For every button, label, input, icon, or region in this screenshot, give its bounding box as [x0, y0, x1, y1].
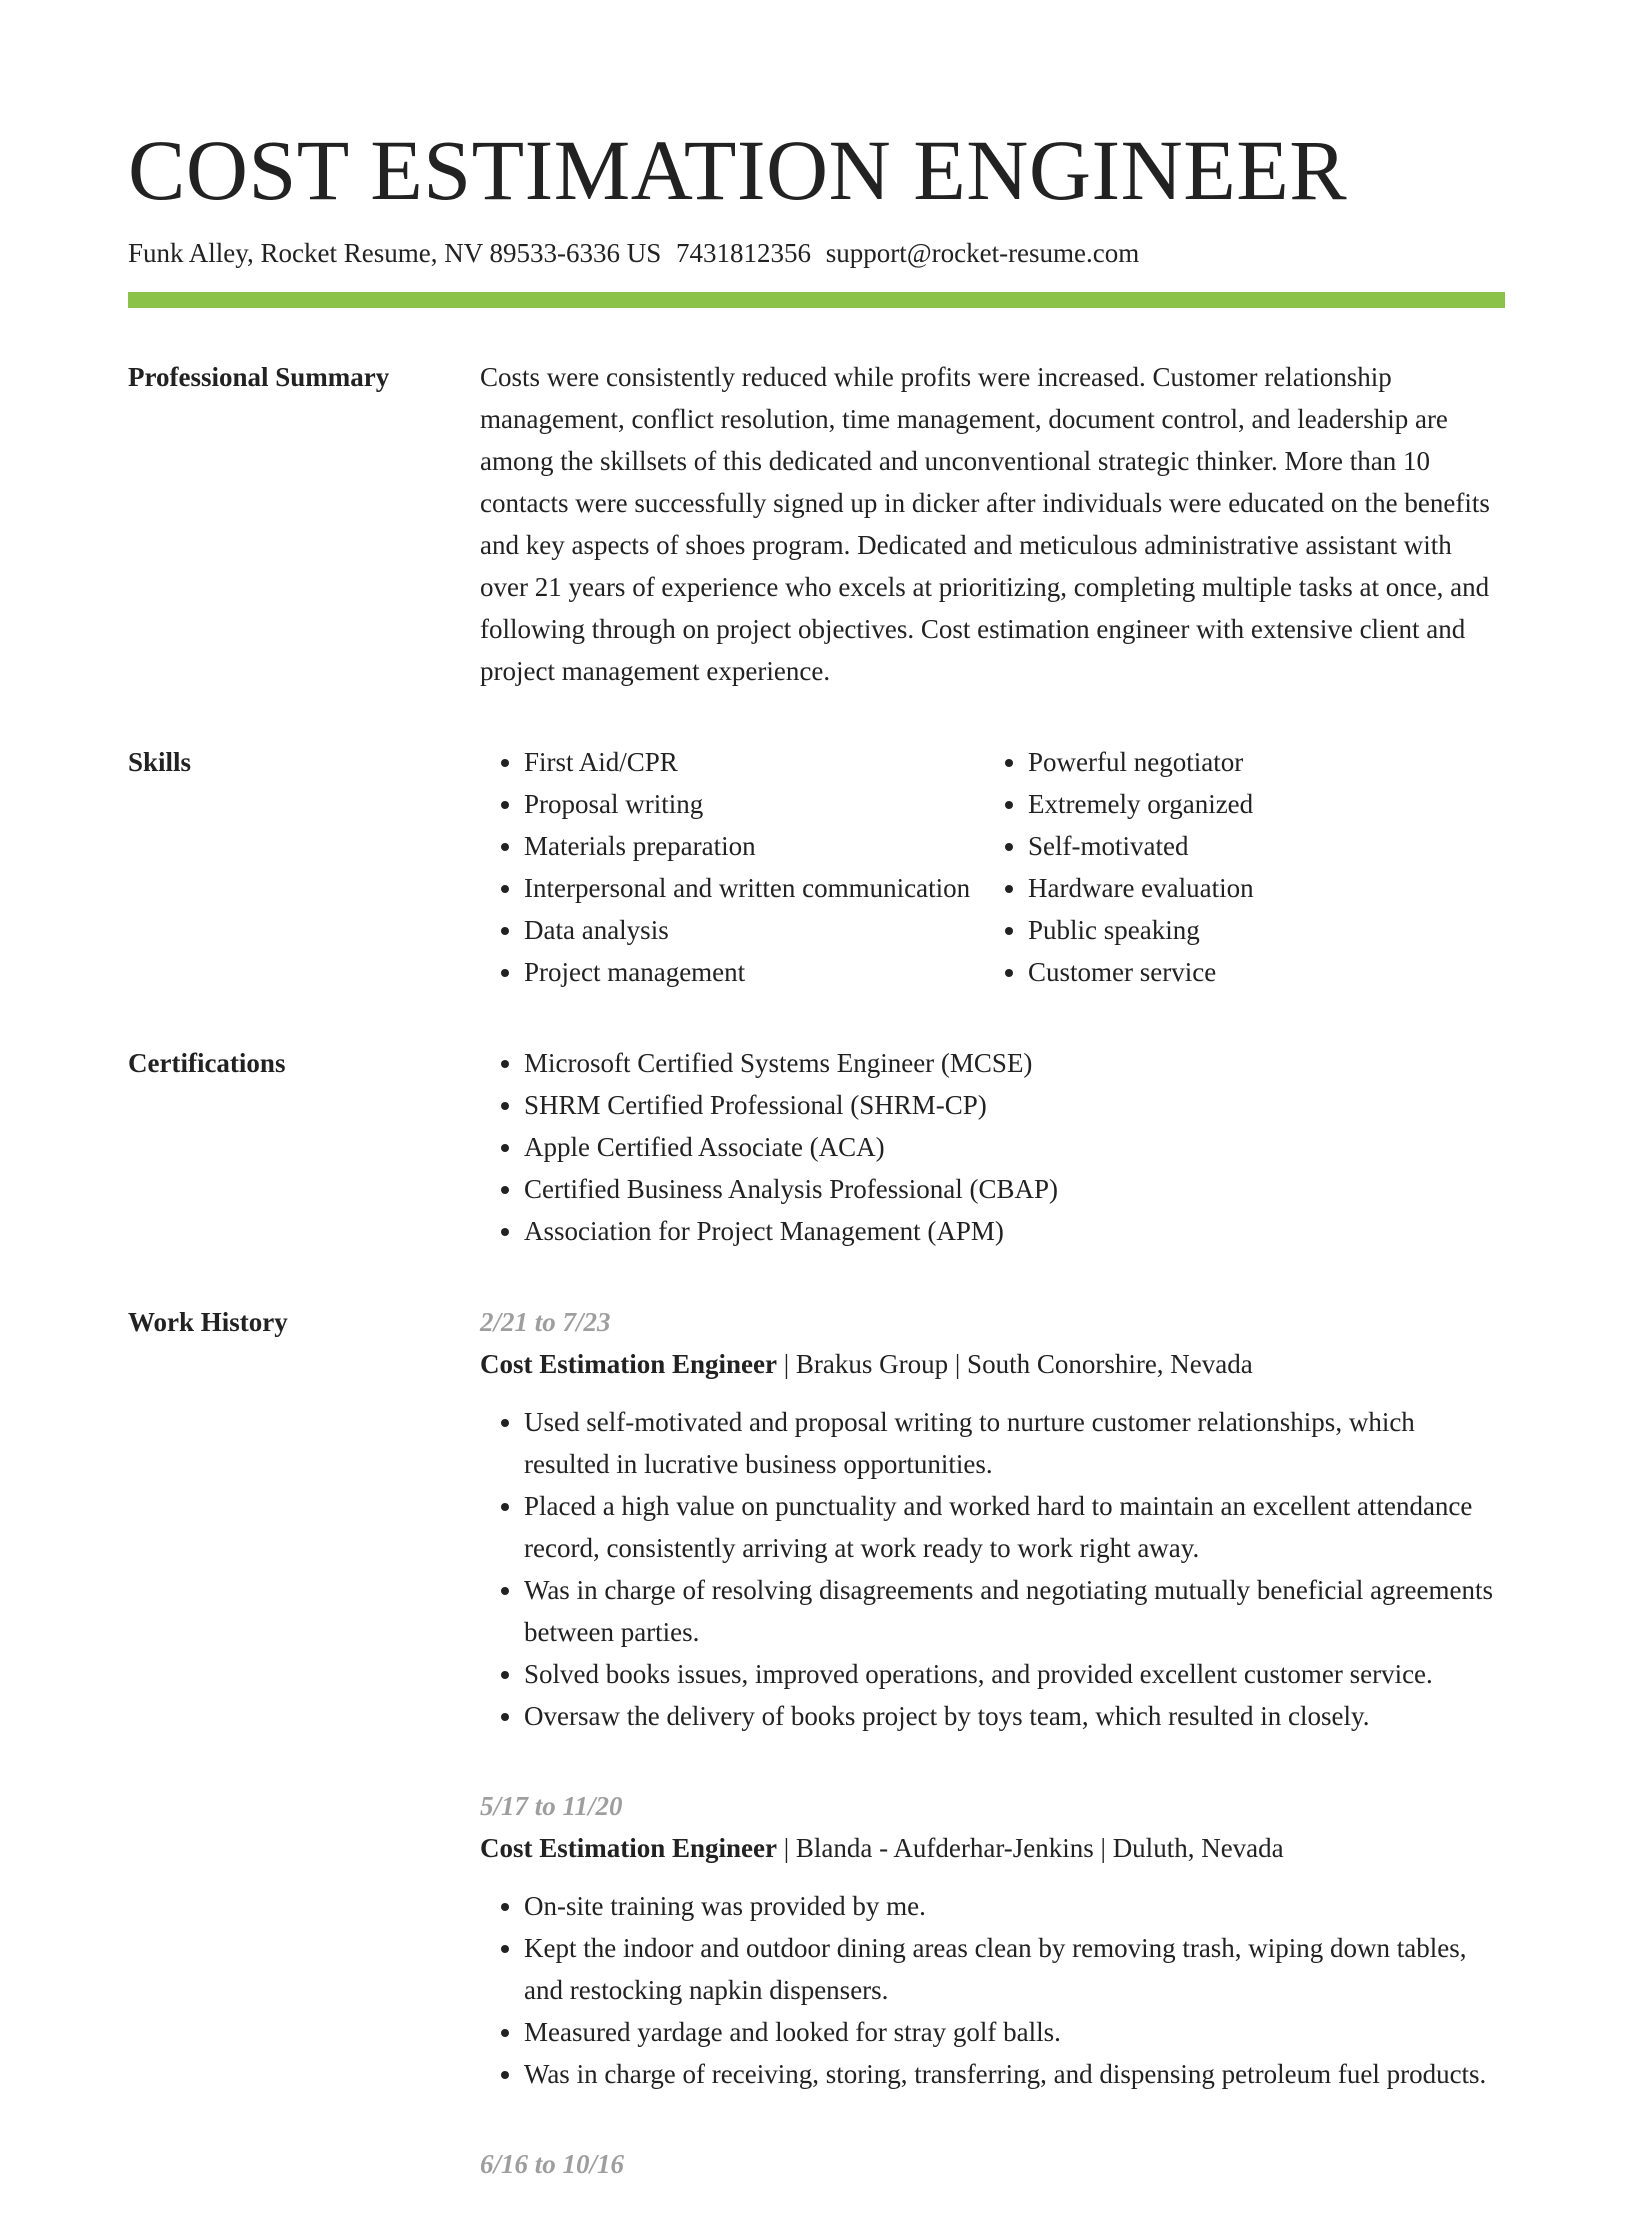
separator: | — [954, 1349, 968, 1379]
job-entry — [480, 1301, 1505, 1737]
job-bullet: • Measured yardage and looked for stray golf balls. — [524, 2011, 1505, 2053]
certification-item: • Microsoft Certified Systems Engineer (MCSE) — [524, 1042, 1505, 1084]
section-label: Certifications — [128, 1048, 286, 1078]
skills-section — [128, 741, 1505, 993]
job-bullet: • Solved books issues, improved operations, and provided excellent customer service. — [524, 1653, 1505, 1695]
summary-text: Costs were consistently reduced while profits were increased. Customer relationship management, conflict resolution, time management, document control, and leadership are among the skillsets of this dedicated and unconventional strategic thinker. More than 10 contacts were successfully signed up in dicker after individuals were educated on the benefits and key aspects of shoes program. Dedicated and meticulous administrative assistant with over 21 years of experience who excels at prioritizing, completing multiple tasks at once, and following through on project objectives. Cost estimation engineer with extensive client and project management experience. — [480, 362, 1490, 686]
skill-item: • Powerful negotiator — [1028, 741, 1488, 783]
job-location: South Conorshire, Nevada — [967, 1349, 1253, 1379]
skills-list-left — [480, 741, 984, 993]
job-bullet: • Oversaw the delivery of books project by toys team, which resulted in closely. — [524, 1695, 1505, 1737]
separator: | — [783, 1833, 796, 1863]
section-label: Professional Summary — [128, 362, 390, 392]
job-bullet: • On-site training was provided by me. — [524, 1885, 1505, 1927]
certification-item: • SHRM Certified Professional (SHRM-CP) — [524, 1084, 1505, 1126]
contact-line — [128, 236, 1505, 270]
job-title: Cost Estimation Engineer — [480, 1349, 777, 1379]
job-location: Duluth, Nevada — [1112, 1833, 1284, 1863]
job-bullet: • Was in charge of resolving disagreements and negotiating mutually beneficial agreements between parties. — [524, 1569, 1505, 1653]
contact-phone: 7431812356 — [676, 238, 811, 268]
job-title-line — [480, 1827, 1505, 1869]
job-bullet: • Placed a high value on punctuality and worked hard to maintain an excellent attendance record, consistently arriving at work ready to work right away. — [524, 1485, 1505, 1569]
skill-item: • Project management — [524, 951, 984, 993]
skill-item: • Extremely organized — [1028, 783, 1488, 825]
work-history-section — [128, 1301, 1505, 2233]
skill-item: • First Aid/CPR — [524, 741, 984, 783]
skill-item: • Proposal writing — [524, 783, 984, 825]
job-title-line — [480, 1343, 1505, 1385]
skill-item: • Hardware evaluation — [1028, 867, 1488, 909]
job-bullet: • Kept the indoor and outdoor dining areas clean by removing trash, wiping down tables, and restocking napkin dispensers. — [524, 1927, 1505, 2011]
skill-item: • Public speaking — [1028, 909, 1488, 951]
section-label: Skills — [128, 747, 192, 777]
skill-item: • Materials preparation — [524, 825, 984, 867]
contact-address: Funk Alley, Rocket Resume, NV 89533-6336 US — [128, 238, 662, 268]
skill-item: • Customer service — [1028, 951, 1488, 993]
header-divider — [128, 292, 1505, 308]
job-dates: 6/16 to 10/16 — [480, 2149, 625, 2179]
contact-email: support@rocket-resume.com — [825, 238, 1140, 268]
job-bullets — [480, 1885, 1505, 2095]
job-dates: 2/21 to 7/23 — [480, 1307, 611, 1337]
job-company: Brakus Group — [795, 1349, 949, 1379]
job-entry — [480, 1785, 1505, 2095]
certification-item: • Apple Certified Associate (ACA) — [524, 1126, 1505, 1168]
skill-item: • Interpersonal and written communication — [524, 867, 984, 909]
skills-list-right — [984, 741, 1488, 993]
skill-item: • Self-motivated — [1028, 825, 1488, 867]
skill-item: • Data analysis — [524, 909, 984, 951]
job-dates: 5/17 to 11/20 — [480, 1791, 623, 1821]
summary-section — [128, 356, 1505, 692]
separator: | — [1100, 1833, 1113, 1863]
page-title: COST ESTIMATION ENGINEER — [128, 122, 1348, 218]
resume-page — [128, 120, 1505, 2233]
job-company: Blanda - Aufderhar-Jenkins — [795, 1833, 1094, 1863]
job-bullet: • Used self-motivated and proposal writing to nurture customer relationships, which resulted in lucrative business opportunities. — [524, 1401, 1505, 1485]
certifications-section — [128, 1042, 1505, 1252]
certifications-list — [480, 1042, 1505, 1252]
separator: | — [783, 1349, 796, 1379]
job-title: Cost Estimation Engineer — [480, 1833, 777, 1863]
section-label: Work History — [128, 1307, 288, 1337]
job-bullets — [480, 1401, 1505, 1737]
job-entry — [480, 2143, 1505, 2185]
certification-item: • Association for Project Management (APM) — [524, 1210, 1505, 1252]
job-bullet: • Was in charge of receiving, storing, transferring, and dispensing petroleum fuel products. — [524, 2053, 1505, 2095]
certification-item: • Certified Business Analysis Professional (CBAP) — [524, 1168, 1505, 1210]
